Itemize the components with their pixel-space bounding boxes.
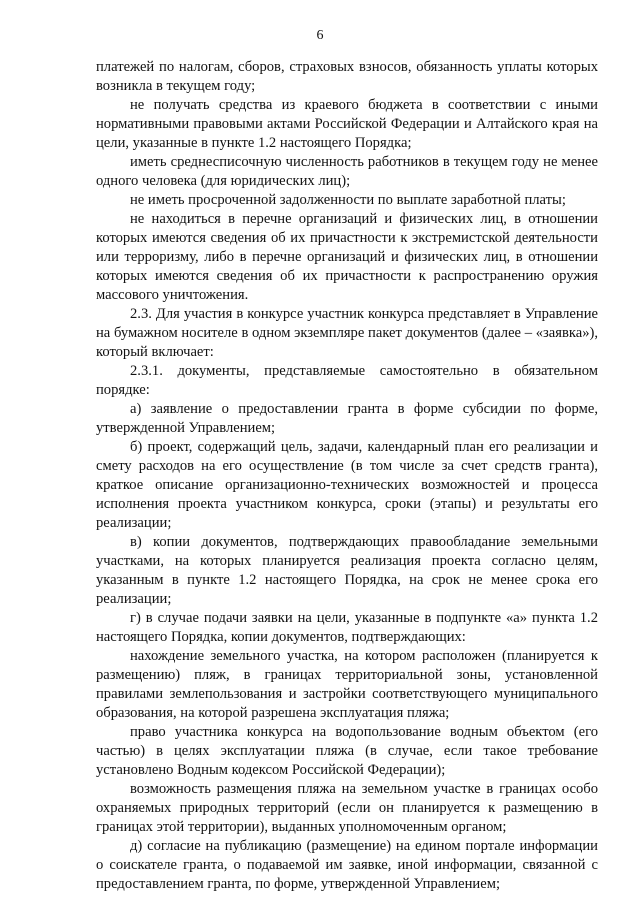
paragraph: не находиться в перечне организаций и физических лиц, в отношении которых имеются сведения об их причастности к экстремистской деятельности или терроризму, либо в перечне организаций и физических лиц, в отношении которых имеются сведения об их причастности к распространению оружия массового уничтожения. bbox=[96, 211, 598, 303]
paragraph: нахождение земельного участка, на котором расположен (планируется к размещению) пляж, в границах территориальной зоны, установленной правилами землепользования и застройки соответствующего муниципального образования, на которой разрешена эксплуатация пляжа; bbox=[96, 648, 598, 721]
paragraph: иметь среднесписочную численность работников в текущем году не менее одного человека (для юридических лиц); bbox=[96, 154, 598, 189]
paragraph: д) согласие на публикацию (размещение) на едином портале информации о соискателе гранта, о подаваемой им заявке, иной информации, связанной с предоставлением гранта, по форме, утвержденной Управлением; bbox=[96, 838, 598, 892]
paragraph: 2.3. Для участия в конкурсе участник конкурса представляет в Управление на бумажном носителе в одном экземпляре пакет документов (далее – «заявка»), который включает: bbox=[96, 306, 598, 360]
paragraph: в) копии документов, подтверждающих правообладание земельными участками, на которых планируется реализация проекта согласно целям, указанным в пункте 1.2 настоящего Порядка, на срок не менее срока его реализации; bbox=[96, 534, 598, 607]
document-body bbox=[96, 58, 598, 894]
paragraph: не получать средства из краевого бюджета в соответствии с иными нормативными правовыми актами Российской Федерации и Алтайского края на цели, указанные в пункте 1.2 настоящего Порядка; bbox=[96, 97, 598, 151]
paragraph: право участника конкурса на водопользование водным объектом (его частью) в целях эксплуатации пляжа (в случае, если такое требование установлено Водным кодексом Российской Федерации); bbox=[96, 724, 598, 778]
paragraph: г) в случае подачи заявки на цели, указанные в подпункте «а» пункта 1.2 настоящего Порядка, копии документов, подтверждающих: bbox=[96, 610, 598, 645]
paragraph: не иметь просроченной задолженности по выплате заработной платы; bbox=[130, 192, 566, 208]
paragraph: 2.3.1. документы, представляемые самостоятельно в обязательном порядке: bbox=[96, 363, 598, 398]
paragraph: б) проект, содержащий цель, задачи, календарный план его реализации и смету расходов на его осуществление (в том числе за счет средств гранта), краткое описание организационно-технических возможностей и процесса исполнения проекта участником конкурса, сроки (этапы) и результаты его реализации; bbox=[96, 439, 598, 531]
page-number: 6 bbox=[316, 28, 324, 43]
paragraph: возможность размещения пляжа на земельном участке в границах особо охраняемых природных территорий (если он планируется к размещению в границах этой территории), выданных уполномоченным органом; bbox=[96, 781, 598, 835]
paragraph: платежей по налогам, сборов, страховых взносов, обязанность уплаты которых возникла в текущем году; bbox=[96, 59, 598, 94]
paragraph: а) заявление о предоставлении гранта в форме субсидии по форме, утвержденной Управлением; bbox=[96, 401, 598, 436]
